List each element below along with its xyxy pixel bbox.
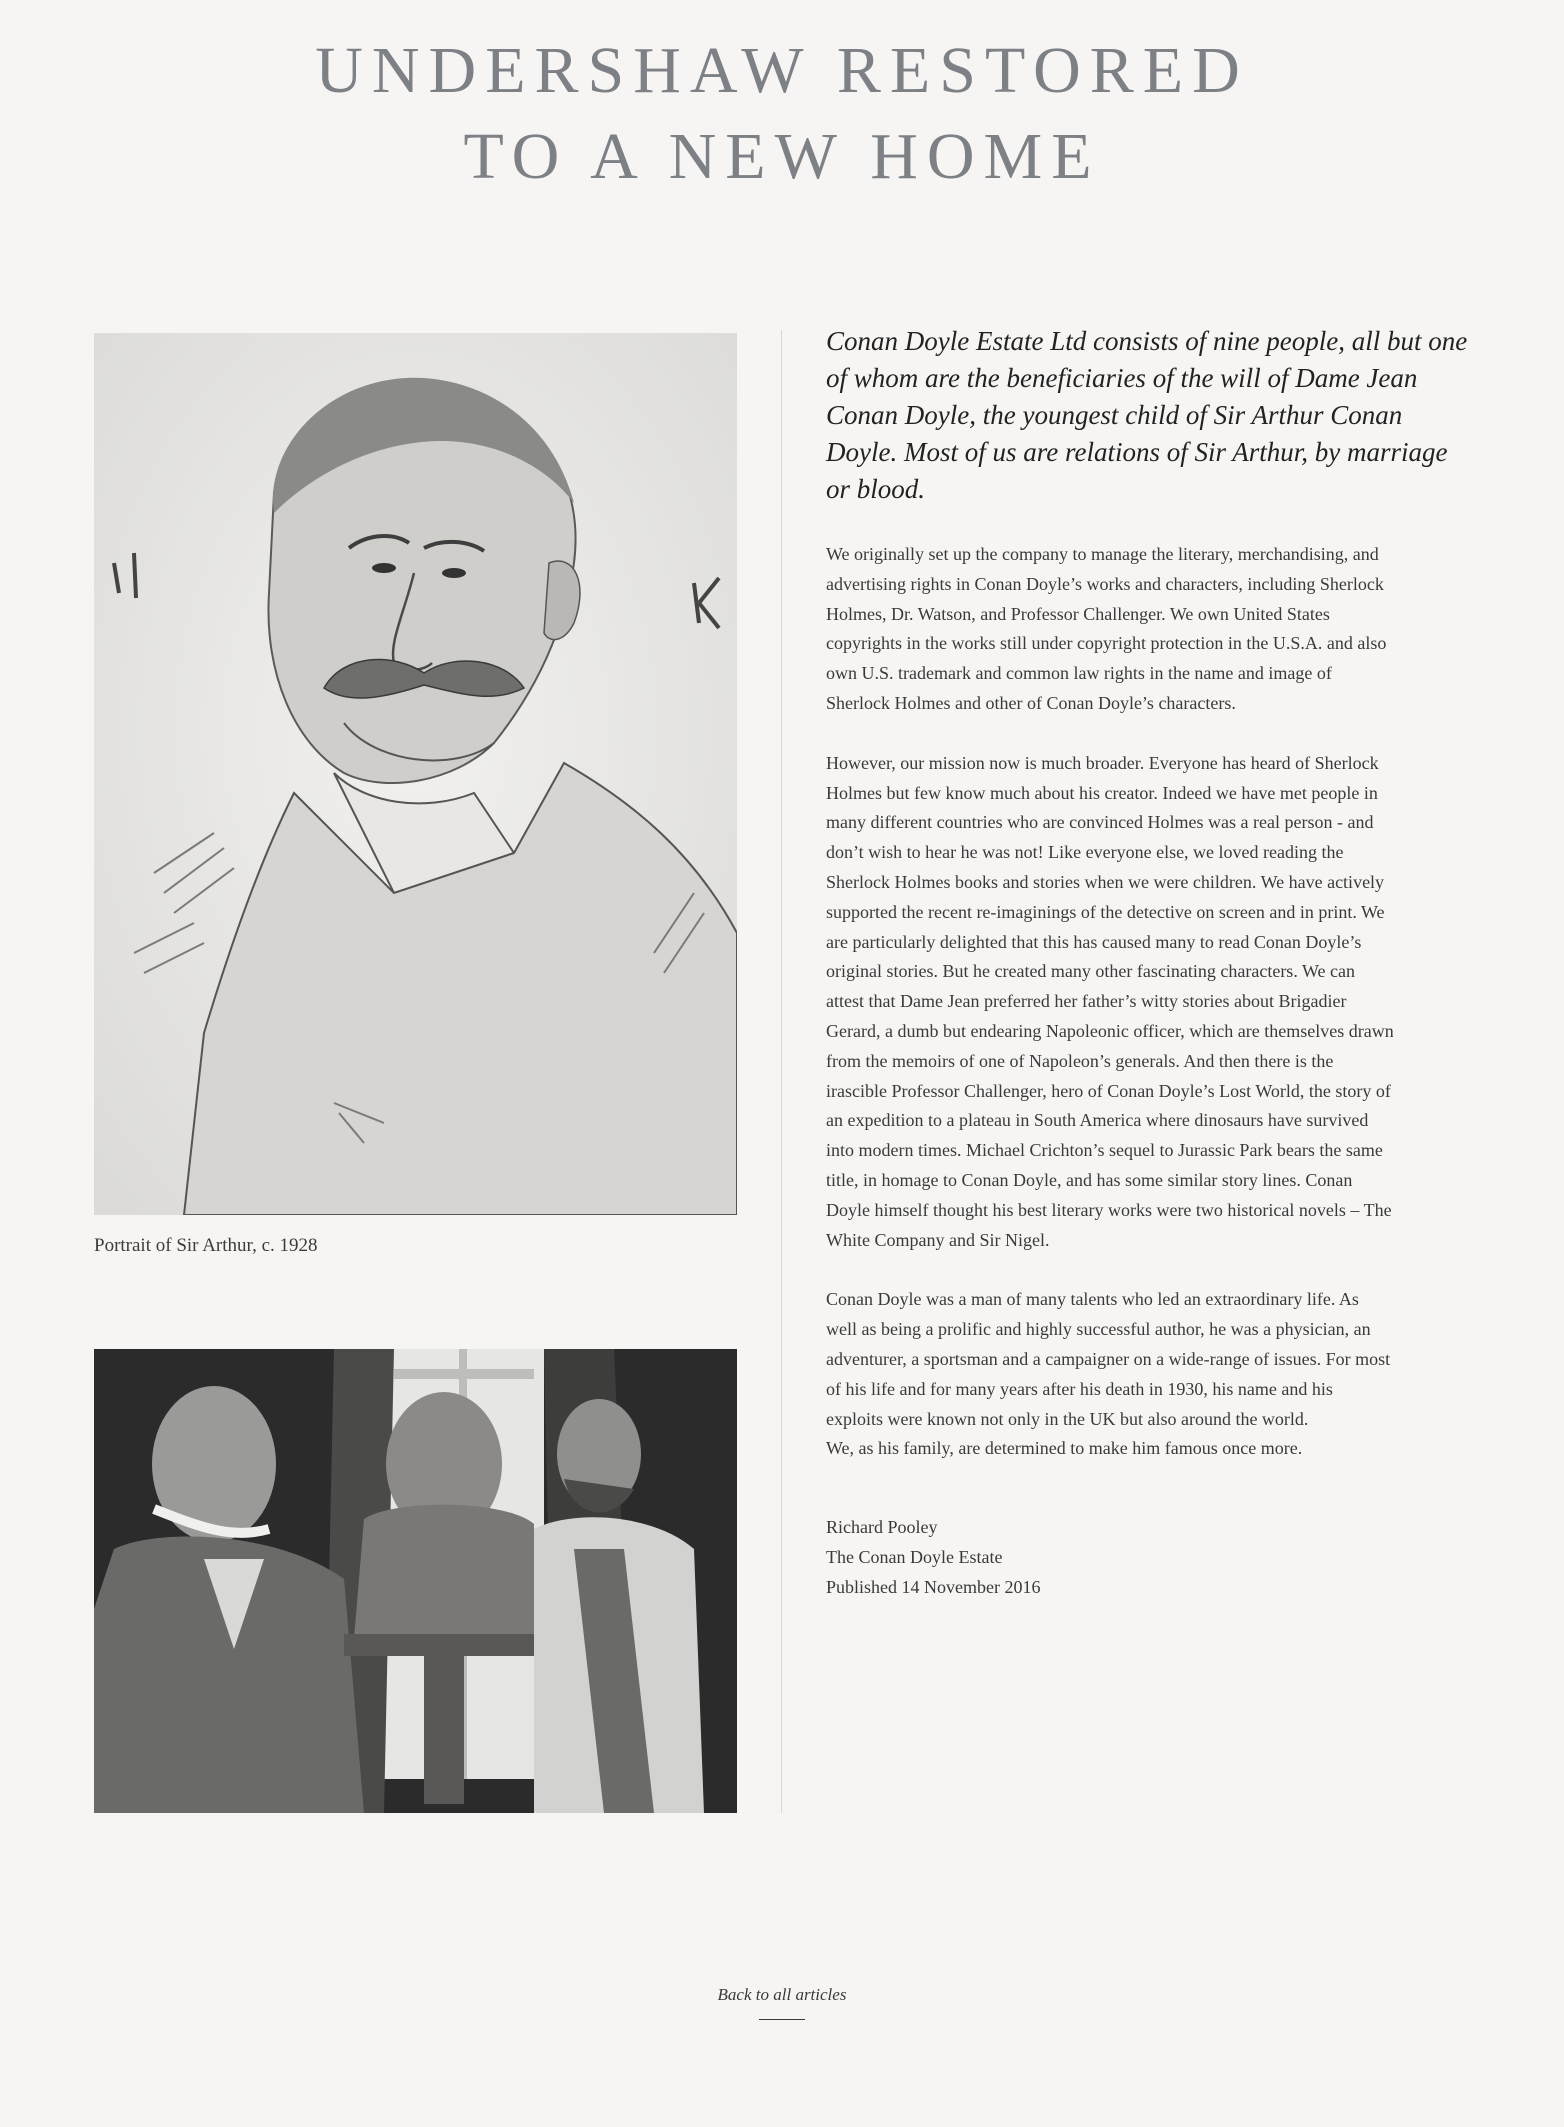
sculptor-bust-photo [94,1349,737,1813]
paragraph-line: Conan Doyle was a man of many talents who led an extraordinary life. As [826,1289,1359,1310]
page-title-line-2: TO A NEW HOME [463,120,1101,193]
sculptor-bust-drawing [94,1349,737,1813]
portrait-sketch-image [94,333,737,1215]
author-signature [826,1512,1476,1602]
column-divider [781,330,782,1813]
back-link-container [0,1985,1564,2020]
author-organisation: The Conan Doyle Estate [826,1547,1003,1568]
paragraph-line: White Company and Sir Nigel. [826,1229,1050,1250]
paragraph-line: Sherlock Holmes books and stories when we were children. We have actively [826,871,1385,892]
paragraph-line: of his life and for many years after his death in 1930, his name and his [826,1378,1333,1399]
paragraph-line: Holmes, Dr. Watson, and Professor Challenger. We own United States [826,603,1330,624]
paragraph-line: Doyle himself thought his best literary works were two historical novels – The [826,1199,1392,1220]
paragraph-line: We originally set up the company to manage the literary, merchandising, and [826,544,1379,564]
paragraph-line: from the memoirs of one of Napoleon’s generals. And then there is the [826,1050,1334,1071]
portrait-sketch-drawing [94,333,737,1215]
author-name: Richard Pooley [826,1517,938,1538]
paragraph-line: don’t wish to hear he was not! Like everyone else, we loved reading the [826,842,1344,863]
paragraph-line: an expedition to a plateau in South America where dinosaurs have survived [826,1110,1369,1131]
paragraph-line: title, in homage to Conan Doyle, and has some similar story lines. Conan [826,1169,1353,1190]
paragraph-line: original stories. But he created many other fascinating characters. We can [826,961,1356,982]
paragraph-line: adventurer, a sportsman and a campaigner on a wide-range of issues. For most [826,1348,1391,1369]
paragraph-line: irascible Professor Challenger, hero of Conan Doyle’s Lost World, the story of [826,1080,1391,1101]
article-paragraph-2 [826,749,1476,1256]
article-paragraph-1 [826,540,1476,719]
portrait-caption: Portrait of Sir Arthur, c. 1928 [94,1235,318,1256]
paragraph-line: Sherlock Holmes and other of Conan Doyle’s characters. [826,692,1236,713]
publish-date: Published 14 November 2016 [826,1577,1041,1598]
paragraph-line: advertising rights in Conan Doyle’s works and characters, including Sherlock [826,573,1384,594]
back-to-articles-label: Back to all articles [717,1985,847,2004]
back-link-underline [759,2019,805,2020]
back-to-articles-link[interactable] [718,1985,847,2020]
paragraph-line: exploits were known not only in the UK but also around the world. [826,1408,1309,1429]
paragraph-line: well as being a prolific and highly successful author, he was a physician, an [826,1319,1371,1340]
paragraph-line: many different countries who are convinced Holmes was a real person - and [826,812,1374,833]
paragraph-line: We, as his family, are determined to make him famous once more. [826,1438,1303,1459]
paragraph-line: into modern times. Michael Crichton’s sequel to Jurassic Park bears the same [826,1140,1383,1161]
paragraph-line: copyrights in the works still under copyright protection in the U.S.A. and also [826,633,1387,654]
paragraph-line: own U.S. trademark and common law rights in the name and image of [826,663,1332,684]
paragraph-line: Holmes but few know much about his creator. Indeed we have met people in [826,782,1378,803]
paragraph-line: attest that Dame Jean preferred her father’s witty stories about Brigadier [826,991,1347,1012]
article-body [826,323,1476,1602]
page-title-line-1: UNDERSHAW RESTORED [315,34,1249,107]
paragraph-line: Gerard, a dumb but endearing Napoleonic officer, which are themselves drawn [826,1020,1394,1041]
page-title [0,28,1564,200]
article-lead: Conan Doyle Estate Ltd consists of nine people, all but one of whom are the beneficiaries of the will of Dame Jean Conan Doyle, the youngest child of Sir Arthur Conan Doyle. Most of us are relations of Sir Arthur, by marriage or blood. [826,326,1468,504]
article-paragraph-3 [826,1285,1476,1464]
paragraph-line: are particularly delighted that this has caused many to read Conan Doyle’s [826,931,1362,952]
paragraph-line: supported the recent re-imaginings of the detective on screen and in print. We [826,901,1385,922]
paragraph-line: However, our mission now is much broader. Everyone has heard of Sherlock [826,752,1379,773]
